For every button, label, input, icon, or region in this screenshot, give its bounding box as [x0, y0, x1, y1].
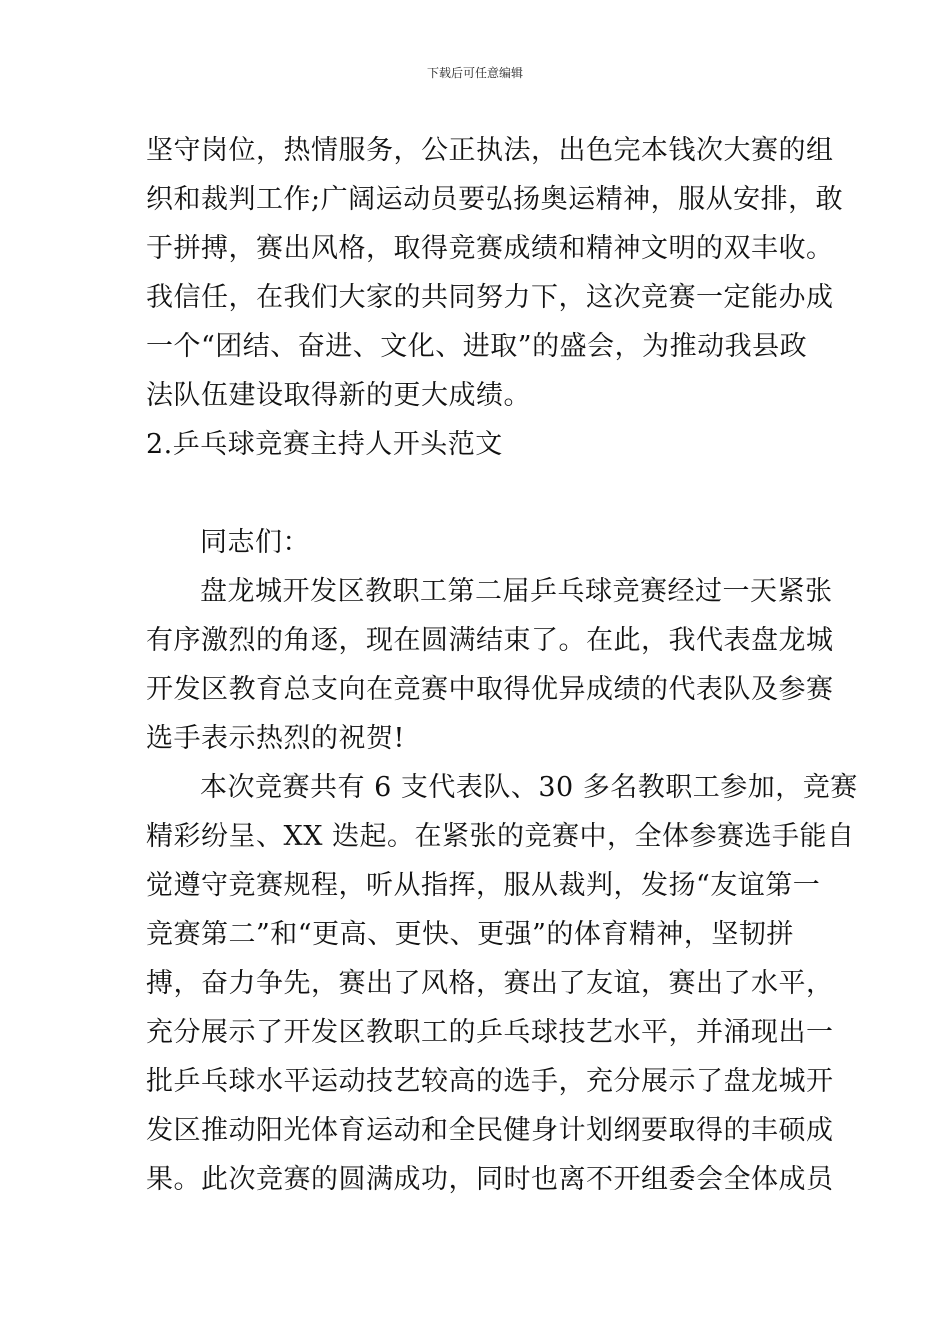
text-line: 发区推动阳光体育运动和全民健身计划纲要取得的丰硕成: [146, 1115, 834, 1146]
text-line: 觉遵守竞赛规程，听从指挥，服从裁判，发扬“友谊第一: [146, 870, 821, 901]
text-line: 选手表示热烈的祝贺!: [146, 723, 405, 754]
text-line: 于拼搏，赛出风格，取得竞赛成绩和精神文明的双丰收。: [146, 233, 834, 264]
document-body: [146, 126, 858, 1204]
page-header: 下载后可任意编辑: [426, 66, 523, 80]
salutation: 同志们：: [200, 527, 310, 558]
text-line: 搏，奋力争先，赛出了风格，赛出了友谊，赛出了水平，: [146, 968, 834, 999]
section-heading: 2.乒乓球竞赛主持人开头范文: [146, 429, 503, 460]
text-line: 法队伍建设取得新的更大成绩。: [146, 380, 531, 411]
text-line: 有序激烈的角逐，现在圆满结束了。在此，我代表盘龙城: [146, 625, 834, 656]
text-line: 坚守岗位，热情服务，公正执法，出色完本钱次大赛的组: [146, 135, 834, 166]
text-line: 批乒乓球水平运动技艺较高的选手，充分展示了盘龙城开: [146, 1066, 834, 1097]
text-line: 盘龙城开发区教职工第二届乒乓球竞赛经过一天紧张: [200, 576, 833, 607]
text-line: 充分展示了开发区教职工的乒乓球技艺水平，并涌现出一: [146, 1017, 834, 1048]
text-line: 一个“团结、奋进、文化、进取”的盛会，为推动我县政: [146, 331, 808, 362]
text-line: 精彩纷呈、XX 迭起。在紧张的竞赛中，全体参赛选手能自: [146, 821, 855, 852]
text-line: 果。此次竞赛的圆满成功，同时也离不开组委会全体成员: [146, 1164, 834, 1195]
text-line: 织和裁判工作;广阔运动员要弘扬奥运精神，服从安排，敢: [146, 184, 844, 215]
blank-line: [146, 469, 818, 518]
text-line: 竞赛第二”和“更高、更快、更强”的体育精神，坚韧拼: [146, 919, 794, 950]
text-line: 开发区教育总支向在竞赛中取得优异成绩的代表队及参赛: [146, 674, 834, 705]
text-line: 本次竞赛共有 6 支代表队、30 多名教职工参加，竞赛: [200, 772, 858, 803]
text-line: 我信任，在我们大家的共同努力下，这次竞赛一定能办成: [146, 282, 834, 313]
